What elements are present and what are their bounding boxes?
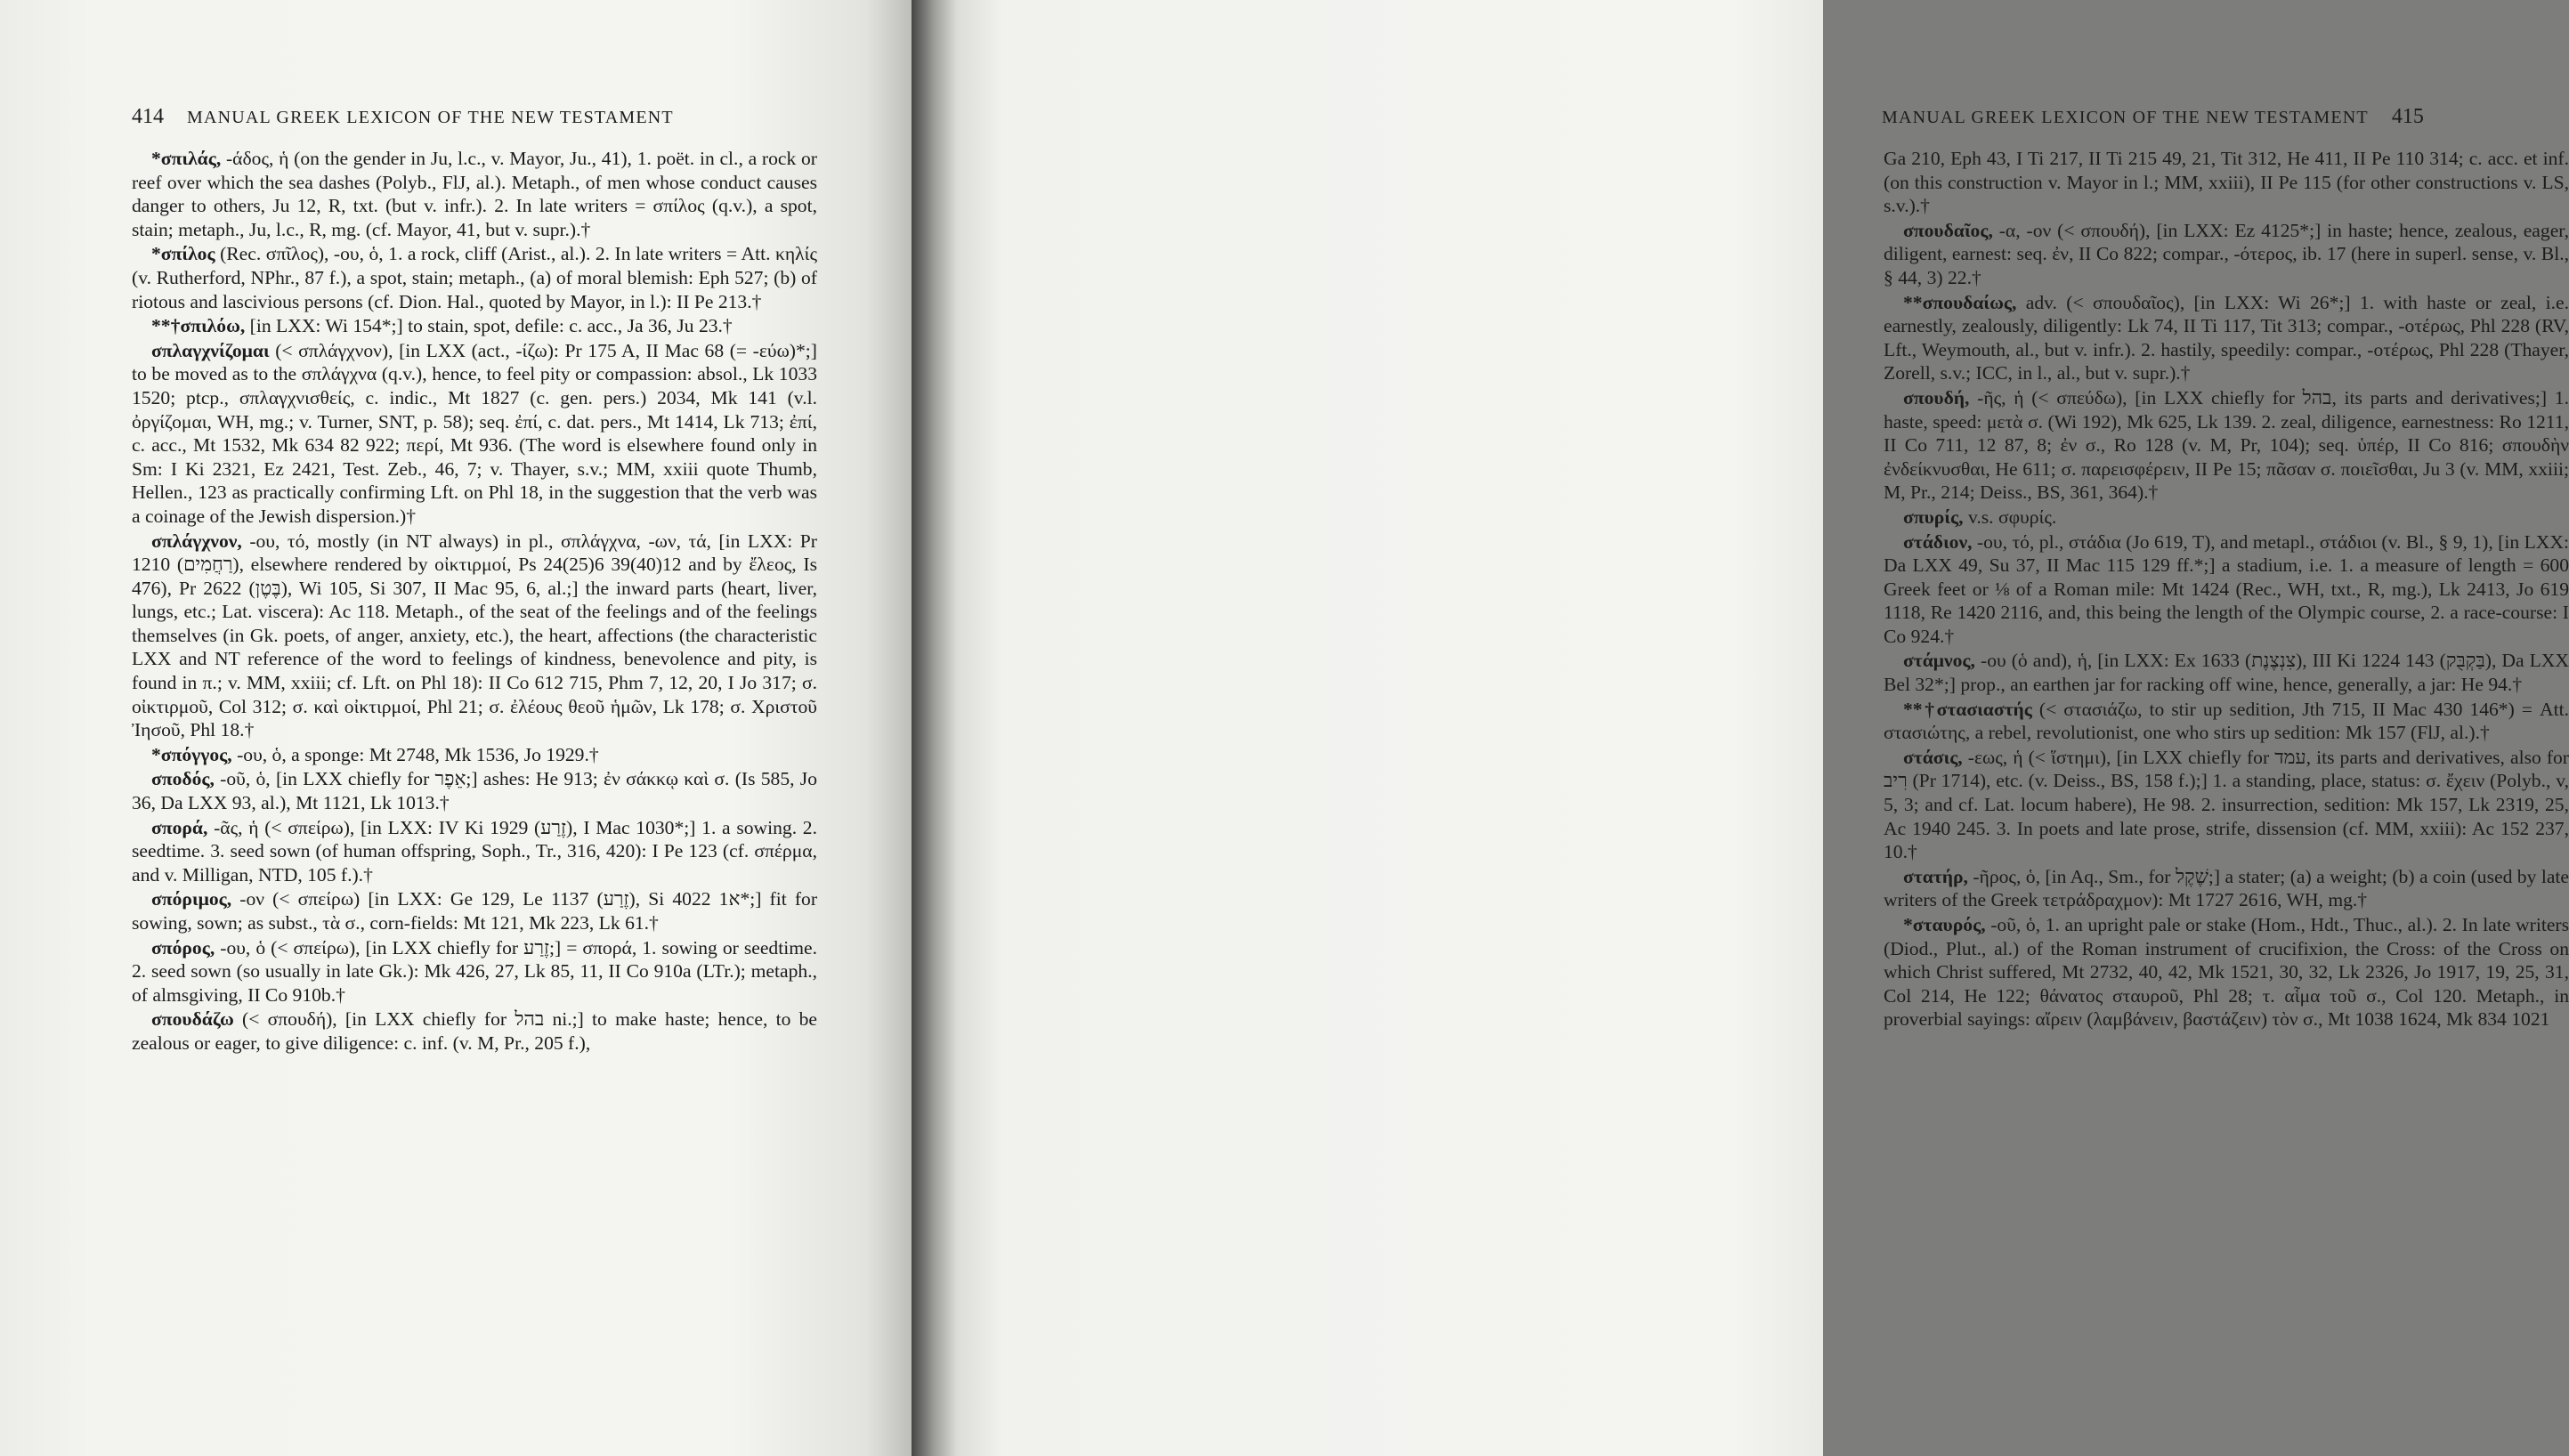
lexicon-entry: σπόριμος, -ον (< σπείρω) [in LXX: Ge 129, Le 1137 (זֶרַע), Si 4022 א1*;] fit for sowing, sown; as subst., τὰ σ., corn-fields: Mt 121, Mk 223, Lk 61.† [132, 888, 818, 934]
lexicon-entry: *σπόγγος, -ου, ὁ, a sponge: Mt 2748, Mk 1536, Jo 1929.† [151, 743, 599, 765]
left-column [132, 147, 817, 1056]
lexicon-entry: στάμνος, -ου (ὁ and), ἡ, [in LXX: Ex 1633 (צִנְצֶנֶת), III Ki 1224 143 (בַּקְבֻּק), Da LXX Bel 32*;] prop., an earthen jar for racking off wine, hence, generally, a jar: He 94.† [1884, 650, 2569, 696]
lexicon-entry: σπυρίς, v.s. σφυρίς. [1903, 506, 2057, 528]
lexicon-entry: *σπιλάς, -άδος, ἡ (on the gender in Ju, l.c., v. Mayor, Ju., 41), 1. poët. in cl., a rock or reef over which the sea dashes (Polyb., FlJ, al.). Metaph., of men whose conduct causes danger to others, Ju 12, R, txt. (but v. infr.). 2. In late writers = σπίλος (q.v.), a spot, stain; metaph., Ju, l.c., R, mg. (cf. Mayor, 41, but v. supr.).† [132, 148, 817, 240]
lexicon-entry: στάσις, -εως, ἡ (< ἵστημι), [in LXX chiefly for עמד, its parts and derivatives, also for רִיב (Pr 1714), etc. (v. Deiss., BS, 158 f.);] 1. a standing, place, status: σ. ἔχειν (Polyb., v, 5, 3; and cf. Lat. locum habere), He 98. 2. insurrection, sedition: Mk 157, Lk 2319, 25, Ac 1940 245. 3. In poets and late prose, strife, dissension (cf. MM, xxiii): Ac 152 237, 10.† [1884, 746, 2569, 863]
lexicon-entry: σπλαγχνίζομαι (< σπλάγχνον), [in LXX (act., -ίζω): Pr 175 A, II Mac 68 (= -εύω)*;] to be moved as to the σπλάγχνα (q.v.), hence, to feel pity or compassion: absol., Lk 1033 1520; ptcp., σπλαγχνισθείς, c. indic., Mt 1827 (c. gen. pers.) 2034, Mk 141 (v.l. ὀργίζομαι, WH, mg.; v. Turner, SNT, p. 58); seq. ἐπί, c. dat. pers., Mt 1414, Lk 713; ἐπί, c. acc., Mt 1532, Mk 634 82 922; περί, Mt 936. (The word is elsewhere found only in Sm: I Ki 2321, Ez 2421, Test. Zeb., 46, 7; v. Thayer, s.v.; MM, xxiii quote Thumb, Hellen., 123 as practically confirming Lft. on Phl 18, in the suggestion that the verb was a coinage of the Jewish dispersion.)† [132, 339, 817, 527]
lexicon-entry: *σταυρός, -οῦ, ὁ, 1. an upright pale or stake (Hom., Hdt., Thuc., al.). 2. In late writers (Diod., Plut., al.) of the Roman instrument of crucifixion, the Cross: of the Cross on which Christ suffered, Mt 2732, 40, 42, Mk 1521, 30, 32, Lk 2326, Jo 1917, 19, 25, 31, Col 214, He 122; θάνατος σταυροῦ, Phl 28; τ. αἷμα τοῦ σ., Col 120. Metaph., in proverbial sayings: αἴρειν (λαμβάνειν, βαστάζειν) τὸν σ., Mt 1038 1624, Mk 834 1021 [1884, 914, 2569, 1031]
lexicon-entry: σπόρος, -ου, ὁ (< σπείρω), [in LXX chiefly for זֶרַע;] = σπορά, 1. sowing or seedtime. 2. seed sown (so usually in late Gk.): Mk 426, 27, Lk 85, 11, II Co 910a (LTr.); metaph., of almsgiving, II Co 910b.† [132, 936, 817, 1006]
lexicon-entry: στάδιον, -ου, τό, pl., στάδια (Jo 619, T), and metapl., στάδιοι (v. Bl., § 9, 1), [in LXX: Da LXX 49, Su 37, II Mac 115 129 ff.*;] a stadium, i.e. 1. a measure of length = 600 Greek feet or ⅛ of a Roman mile: Mt 1424 (Rec., WH, txt., R, mg.), Lk 2413, Jo 619 1118, Re 1420 2116, and, this being the length of the Olympic course, 2. a race-course: I Co 924.† [1884, 530, 2569, 647]
lexicon-entry: **σπουδαίως, adv. (< σπουδαῖος), [in LXX: Wi 26*;] 1. with haste or zeal, i.e. earnestly, zealously, diligently: Lk 74, II Ti 117, Tit 313; compar., -οτέρως, Phl 228 (RV, Lft., Weymouth, al., but v. infr.). 2. hastily, speedily: compar., -οτέρως, Phl 228 (Thayer, Zorell, s.v.; ICC, in l., al., but v. supr.).† [1884, 291, 2569, 384]
right-page [912, 0, 2569, 1456]
lexicon-entry: **†σπιλόω, [in LXX: Wi 154*;] to stain, spot, defile: c. acc., Ja 36, Ju 23.† [151, 315, 733, 337]
lexicon-entry: σπουδαῖος, -α, -ον (< σπουδή), [in LXX: Ez 4125*;] in haste; hence, zealous, eager, diligent, earnest: seq. ἐν, II Co 822; compar., -ότερος, ib. 17 (here in superl. sense, v. Bl., § 44, 3) 22.† [1884, 219, 2569, 288]
left-page [0, 0, 912, 1456]
right-running-title: MANUAL GREEK LEXICON OF THE NEW TESTAMENT [1882, 108, 2369, 127]
right-column [1884, 147, 2569, 1032]
lexicon-entry: στατήρ, -ῆρος, ὁ, [in Aq., Sm., for שֶׁקֶל;] a stater; (a) a weight; (b) a coin (used by late writers of the Greek τετράδραχμον): Mt 1727 2616, WH, mg.† [1884, 865, 2569, 911]
lexicon-entry: σπορά, -ᾶς, ἡ (< σπείρω), [in LXX: IV Ki 1929 (זֶרַע), I Mac 1030*;] 1. a sowing. 2. seedtime. 3. seed sown (of human offspring, Soph., Tr., 316, 420): I Pe 123 (cf. σπέρμα, and v. Milligan, NTD, 105 f.).† [132, 816, 817, 886]
right-running-head [1882, 105, 2424, 129]
lexicon-entry: σποδός, -οῦ, ὁ, [in LXX chiefly for אֵפֶר;] ashes: He 913; ἐν σάκκῳ καὶ σ. (Is 585, Jo 36, Da LXX 93, al.), Mt 1121, Lk 1013.† [132, 768, 818, 814]
left-page-number: 414 [132, 105, 164, 128]
lexicon-entry: σπουδάζω (< σπουδή), [in LXX chiefly for בהל ni.;] to make haste; hence, to be zealous or eager, to give diligence: c. inf. (v. M, Pr., 205 f.), [132, 1008, 817, 1054]
lexicon-entry: σπλάγχνον, -ου, τό, mostly (in NT always) in pl., σπλάγχνα, -ων, τά, [in LXX: Pr 1210 (רַחֲמִים), elsewhere rendered by οἰκτιρμοί, Ps 24(25)6 39(40)12 and by ἔλεος, Is 476), Pr 2622 (בֶּטֶן), Wi 105, Si 307, II Mac 95, 6, al.;] the inward parts (heart, liver, lungs, etc.; Lat. viscera): Ac 118. Metaph., of the seat of the feelings and of the feelings themselves (in Gk. poets, of anger, anxiety, etc.), the heart, affections (the characteristic LXX and NT reference of the word to feelings of kindness, benevolence and pity, is found in π.; v. MM, xxiii; cf. Lft. on Phl 18): II Co 612 715, Phm 7, 12, 20, I Jo 317; σ. οἰκτιρμοῦ, Col 312; σ. καὶ οἰκτιρμοί, Phl 21; σ. ἐλέους θεοῦ ἡμῶν, Lk 178; σ. Χριστοῦ Ἰησοῦ, Phl 18.† [132, 530, 817, 741]
entry-continuation: Ga 210, Eph 43, I Ti 217, II Ti 215 49, 21, Tit 312, He 411, II Pe 110 314; c. acc. et inf. (on this construction v. Mayor in l.; MM, xxiii), II Pe 115 (for other constructions v. LS, s.v.).† [1884, 148, 2569, 217]
left-running-title: MANUAL GREEK LEXICON OF THE NEW TESTAMENT [187, 108, 674, 127]
right-page-number: 415 [2391, 105, 2424, 128]
lexicon-entry: σπουδή, -ῆς, ἡ (< σπεύδω), [in LXX chiefly for בהל, its parts and derivatives;] 1. haste, speed: μετὰ σ. (Wi 192), Mk 625, Lk 139. 2. zeal, diligence, earnestness: Ro 1211, II Co 711, 12 87, 8; ἐν σ., Ro 128 (v. M, Pr, 104); seq. ὑπέρ, II Co 816; σπουδὴν ἐνδείκνυσθαι, He 611; σ. παρεισφέρειν, II Pe 15; πᾶσαν σ. ποιεῖσθαι, Ju 3 (v. MM, xxiii; M, Pr., 214; Deiss., BS, 361, 364).† [1884, 386, 2569, 504]
left-running-head [132, 105, 674, 129]
lexicon-entry: **†στασιαστής (< στασιάζω, to stir up sedition, Jth 715, II Mac 430 146*) = Att. στασιώτης, a rebel, revolutionist, one who stirs up sedition: Mk 157 (FlJ, al.).† [1884, 698, 2569, 744]
lexicon-entry: *σπίλος (Rec. σπῖλος), -ου, ὁ, 1. a rock, cliff (Arist., al.). 2. In late writers = Att. κηλίς (v. Rutherford, NPhr., 87 f.), a spot, stain; metaph., (a) of moral blemish: Eph 527; (b) of riotous and lascivious persons (cf. Dion. Hal., quoted by Mayor, in l.): II Pe 213.† [132, 243, 817, 312]
